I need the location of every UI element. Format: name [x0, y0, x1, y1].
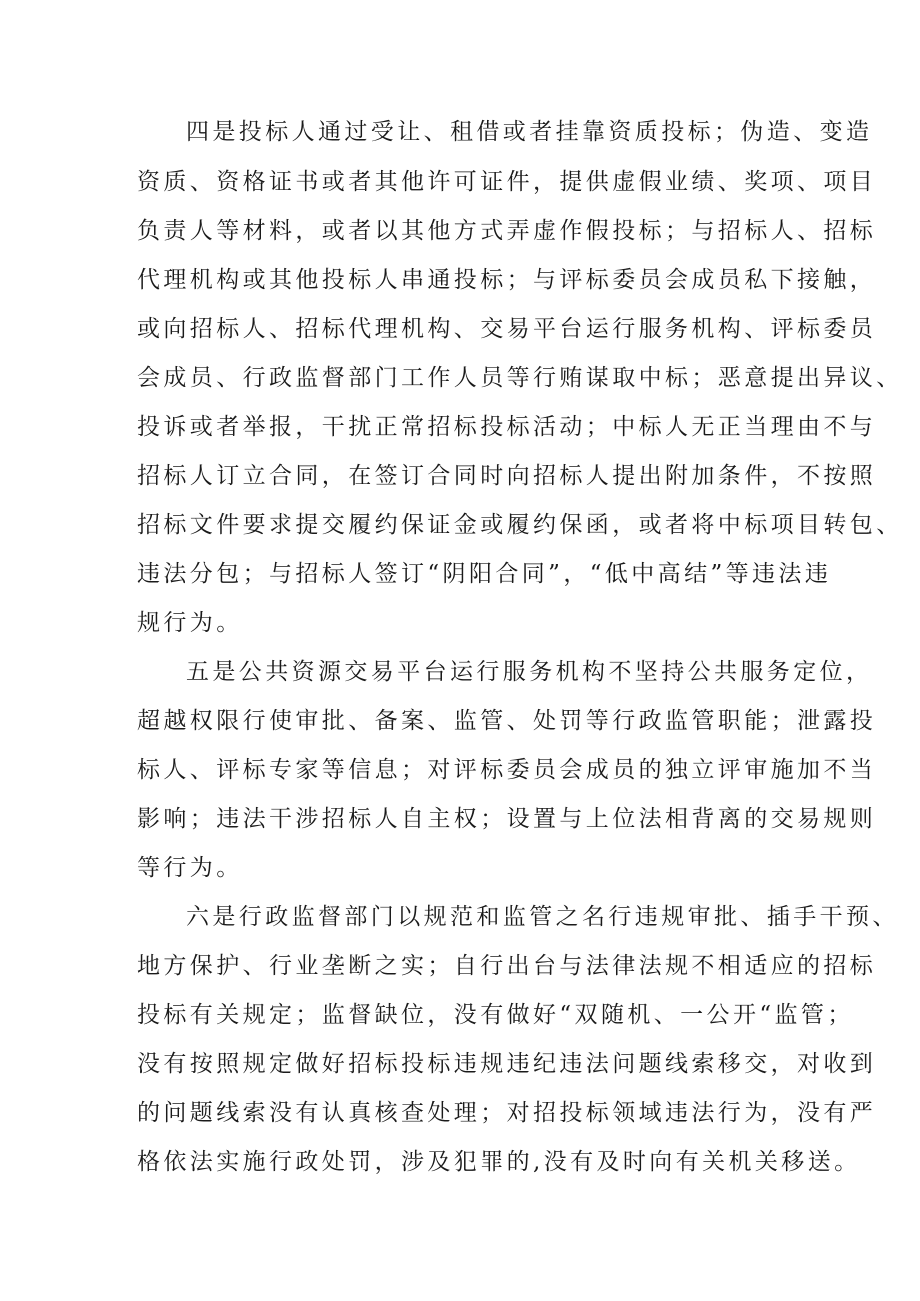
paragraph-6-line-6: 格依法实施行政处罚，涉及犯罪的,没有及时向有关机关移送。 — [137, 1149, 861, 1175]
paragraph-4-line-4: 代理机构或其他投标人串通投标；与评标委员会成员私下接触， — [137, 267, 877, 293]
paragraph-4-line-10: 违法分包；与招标人签订“阴阳合同”，“低中高结”等违法违 — [137, 561, 832, 587]
paragraph-4-line-3: 负责人等材料，或者以其他方式弄虚作假投标；与招标人、招标 — [137, 218, 877, 244]
paragraph-4-line-5: 或向招标人、招标代理机构、交易平台运行服务机构、评标委员 — [137, 316, 877, 342]
paragraph-6-line-4: 没有按照规定做好招标投标违规违纪违法问题线索移交，对收到 — [137, 1051, 877, 1077]
paragraph-4-line-9: 招标文件要求提交履约保证金或履约保函，或者将中标项目转包、 — [137, 512, 903, 538]
paragraph-4-line-1: 四是投标人通过受让、租借或者挂靠资质投标；伪造、变造 — [186, 119, 873, 145]
paragraph-5-line-3: 标人、评标专家等信息；对评标委员会成员的独立评审施加不当 — [137, 757, 877, 783]
paragraph-5-line-5: 等行为。 — [137, 855, 243, 881]
paragraph-6-line-2: 地方保护、行业垄断之实；自行出台与法律法规不相适应的招标 — [137, 953, 877, 979]
paragraph-6-line-1: 六是行政监督部门以规范和监管之名行违规审批、插手干预、 — [186, 904, 899, 930]
paragraph-4-line-2: 资质、资格证书或者其他许可证件，提供虚假业绩、奖项、项目 — [137, 169, 877, 195]
paragraph-5-line-4: 影响；违法干涉招标人自主权；设置与上位法相背离的交易规则 — [137, 806, 877, 832]
paragraph-4-line-11: 规行为。 — [137, 610, 243, 636]
paragraph-5-line-2: 超越权限行使审批、备案、监管、处罚等行政监管职能；泄露投 — [137, 708, 877, 734]
paragraph-4-line-6: 会成员、行政监督部门工作人员等行贿谋取中标；恶意提出异议、 — [137, 365, 903, 391]
paragraph-6-line-5: 的问题线索没有认真核查处理；对招投标领域违法行为，没有严 — [137, 1100, 877, 1126]
paragraph-4-line-8: 招标人订立合同，在签订合同时向招标人提出附加条件，不按照 — [137, 463, 877, 489]
paragraph-5-line-1: 五是公共资源交易平台运行服务机构不坚持公共服务定位， — [186, 659, 873, 685]
paragraph-6-line-3: 投标有关规定；监督缺位，没有做好“双随机、一公开“监管； — [137, 1002, 854, 1028]
paragraph-4-line-7: 投诉或者举报，干扰正常招标投标活动；中标人无正当理由不与 — [137, 414, 877, 440]
